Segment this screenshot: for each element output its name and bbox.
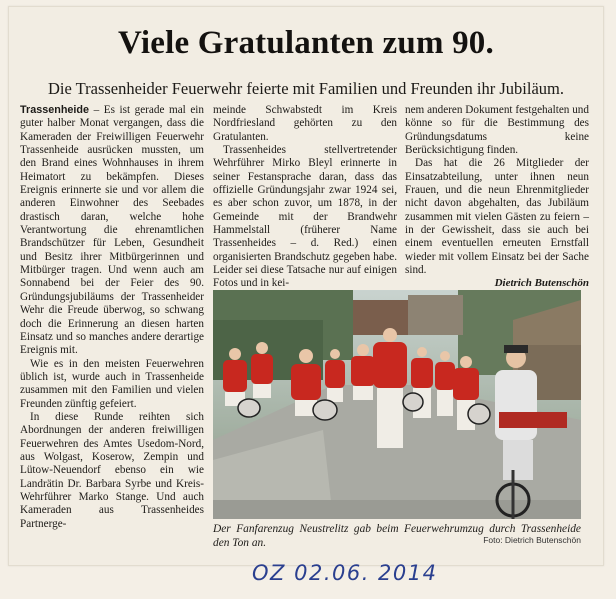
article-paragraph: In diese Runde reihten sich Abordnungen der anderen freiwilligen Feuerwehren des Amtes Usedom-Nord, aus Wolgast, Koserow, Zempin und Lütow-Neuendorf ebenso ein wie Landrätin Dr. Barbara Syrbe und Kreis-Wehrführer Marko Stange. Und auch Kameraden aus Trassenheides Partnerge- bbox=[20, 410, 204, 530]
handwritten-date-note: OZ 02.06. 2014 bbox=[252, 561, 438, 585]
article-paragraph: nem anderen Dokument festgehalten und könne so für die Bestimmung des Gründungsdatums keine Berücksichtigung finden. bbox=[405, 104, 589, 157]
newspaper-clipping bbox=[8, 6, 604, 566]
article-paragraph bbox=[20, 104, 204, 358]
article-photo bbox=[213, 290, 581, 519]
article-subheadline: Die Trassenheider Feuerwehr feierte mit Familien und Freunden ihr Jubiläum. bbox=[48, 79, 564, 98]
article-headline: Viele Gratulanten zum 90. bbox=[118, 25, 494, 61]
article-author: Dietrich Butenschön bbox=[494, 277, 589, 290]
photo-caption: Der Fanfarenzug Neustrelitz gab beim Feuerwehrumzug durch Trassenheide den Ton an. bbox=[213, 523, 581, 549]
photo-credit: Foto: Dietrich Butenschön bbox=[483, 535, 581, 545]
article-column-1 bbox=[20, 104, 204, 531]
article-column-3 bbox=[405, 104, 589, 291]
parade-photo-illustration bbox=[213, 290, 581, 519]
article-paragraph: Wie es in den meisten Feuerwehren üblich ist, wurde auch in Trassenheide zusammen mit den Familien und vielen Freunden zünftig gefeiert. bbox=[20, 357, 204, 410]
article-dateline: Trassenheide bbox=[20, 104, 90, 116]
article-paragraph: meinde Schwabstedt im Kreis Nordfriesland gehörten zu den Gratulanten. bbox=[213, 104, 397, 143]
article-paragraph: Trassenheides stellvertretender Wehrführer Mirko Bleyl erinnerte in seiner Festansprache daran, dass das offizielle Gründungsjahr zwar 1924 sei, es aber schon zuvor, um 1878, in der Gemeinde mit der Brandwehr Hammelstall (früherer Name Trassenheides – d. Red.) einen organisierten Brandschutz gegeben habe. Leider sei diese Tatsache nur auf einigen Fotos und in kei- bbox=[213, 144, 397, 290]
article-paragraph-text: – Es ist gerade mal ein guter halber Monat vergangen, dass die Kameraden der Freiwilligen Feuerwehr Trassenheide ausrücken mussten, um den Brand eines Wohnhauses in ihrem Heimatort zu bekämpfen. Dieses Ereignis erinnerte sie und vor allem die anderen Einwohner des Seebades drastisch daran, welche hohe Verantwortung die ehrenamtlichen Brandschützer für Leben, Gesundheit und Besitz ihrer Mitbürgerinnen und Mitbürger tragen. Und wenn auch am Sonnabend bei der Feier des 90. Gründungsjubiläums der Trassenheider Wehr die Freude überwog, so schwang doch die Erinnerung an diesen harten Einsatz und so manches andere derartige Ereignis mit. bbox=[20, 104, 204, 357]
article-column-2 bbox=[213, 104, 397, 291]
article-paragraph: Das hat die 26 Mitglieder der Einsatzabteilung, unter ihnen neun Frauen, und die neun Ehrenmitglieder nicht davon abgehalten, das Jubiläum zusammen mit vielen Gästen zu feiern – in der Gewissheit, dass sie auch bei einem eventuellen erneuten Ernstfall wieder mit vollem Einsatz bei der Sache sind. bbox=[405, 157, 589, 277]
